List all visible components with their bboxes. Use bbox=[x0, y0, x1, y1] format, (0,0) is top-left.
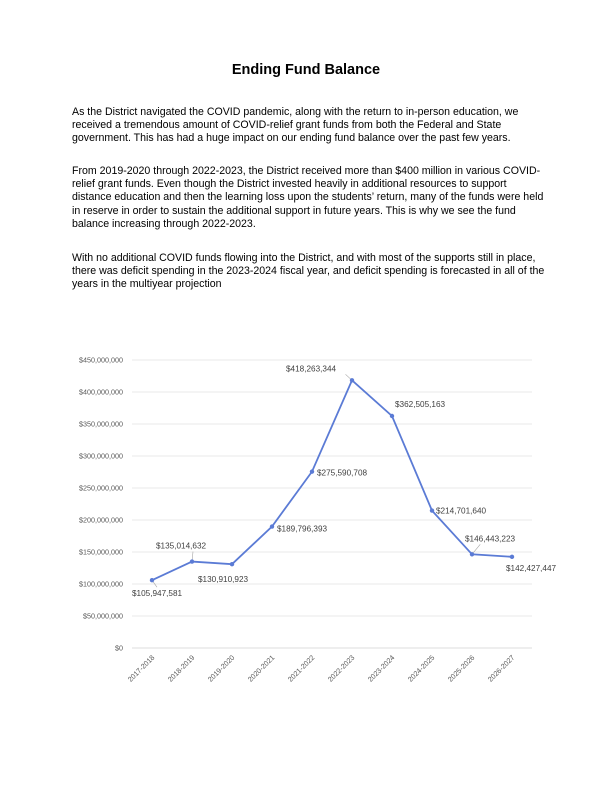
y-tick-label: $350,000,000 bbox=[79, 419, 123, 429]
y-tick-label: $450,000,000 bbox=[79, 355, 123, 365]
chart-y-axis bbox=[79, 356, 123, 653]
x-tick-label: 2021-2022 bbox=[285, 653, 317, 684]
y-tick-label: $400,000,000 bbox=[79, 387, 123, 397]
page-title: Ending Fund Balance bbox=[231, 62, 381, 78]
x-tick-label: 2022-2023 bbox=[325, 653, 357, 684]
data-label: $418,263,344 bbox=[286, 364, 337, 374]
y-tick-label: $100,000,000 bbox=[79, 579, 123, 589]
x-tick-label: 2018-2019 bbox=[165, 653, 197, 684]
paragraph-fund-increase: From 2019-2020 through 2022-2023, the District received more than $400 million in various COVID-relief grant funds. Even though the District invested heavily in additional resources to support distance education and then the learning loss upon the students’ return, many of the funds were held in reserve in order to sustain the additional support in future years. This is why we see the fund balance increasing through 2022-2023. bbox=[72, 165, 544, 230]
data-point bbox=[430, 508, 434, 512]
x-tick-label: 2017-2018 bbox=[125, 653, 157, 684]
y-tick-label: $150,000,000 bbox=[79, 547, 123, 557]
data-point bbox=[390, 414, 394, 418]
data-point bbox=[350, 378, 354, 382]
data-point bbox=[150, 578, 154, 582]
x-tick-label: 2019-2020 bbox=[205, 653, 237, 684]
y-tick-label: $0 bbox=[115, 643, 123, 653]
data-point bbox=[470, 552, 474, 556]
data-point bbox=[270, 524, 274, 528]
data-point bbox=[510, 555, 514, 559]
data-label: $146,443,223 bbox=[465, 534, 516, 544]
data-label: $189,796,393 bbox=[277, 524, 328, 534]
chart-x-axis bbox=[126, 653, 517, 684]
x-tick-label: 2020-2021 bbox=[245, 653, 277, 684]
data-point bbox=[230, 562, 234, 566]
data-label: $105,947,581 bbox=[132, 589, 183, 599]
x-tick-label: 2025-2026 bbox=[445, 653, 477, 684]
data-label: $362,505,163 bbox=[395, 399, 446, 409]
data-point bbox=[310, 469, 314, 473]
y-tick-label: $250,000,000 bbox=[79, 483, 123, 493]
chart-gridlines bbox=[132, 360, 532, 648]
data-label: $142,427,447 bbox=[506, 563, 557, 573]
x-tick-label: 2024-2025 bbox=[405, 653, 437, 684]
paragraph-covid-relief: As the District navigated the COVID pandemic, along with the return to in-person education, we received a tremendous amount of COVID-relief grant funds from both the Federal and State government. This has had a huge impact on our ending fund balance over the past few years. bbox=[72, 106, 519, 145]
y-tick-label: $50,000,000 bbox=[83, 611, 123, 621]
data-label: $275,590,708 bbox=[317, 468, 368, 478]
x-tick-label: 2026-2027 bbox=[485, 653, 517, 684]
y-tick-label: $300,000,000 bbox=[79, 451, 123, 461]
data-label: $135,014,632 bbox=[156, 541, 207, 551]
data-point bbox=[190, 559, 194, 563]
x-tick-label: 2023-2024 bbox=[365, 653, 397, 684]
data-label: $214,701,640 bbox=[436, 506, 487, 516]
fund-balance-line-chart bbox=[0, 340, 612, 700]
paragraph-deficit-spending: With no additional COVID funds flowing into the District, and with most of the supports still in place, there was deficit spending in the 2023-2024 fiscal year, and deficit spending is forecasted in all of the years in the multiyear projection bbox=[72, 252, 545, 291]
y-tick-label: $200,000,000 bbox=[79, 515, 123, 525]
data-label: $130,910,923 bbox=[198, 575, 249, 585]
